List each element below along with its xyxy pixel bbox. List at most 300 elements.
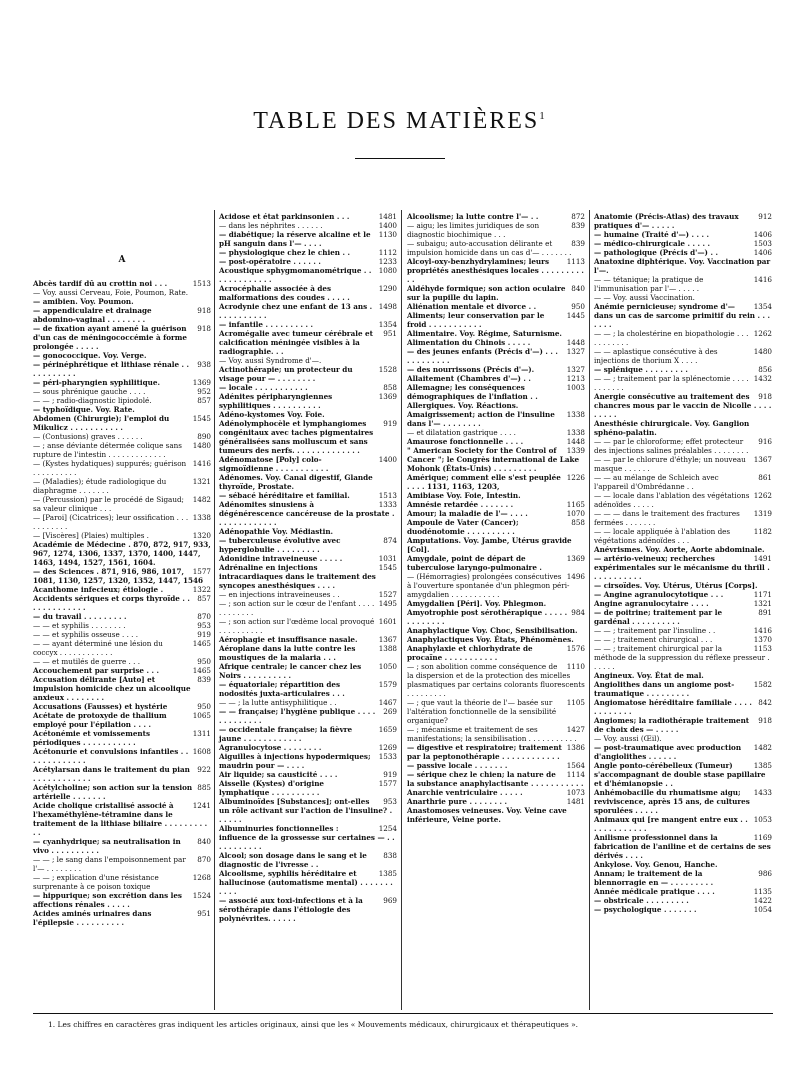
index-entry [33,657,211,666]
entry-text: — humaine (Traité d'—) . . . . [594,230,710,239]
index-column-2 [219,212,397,923]
index-entry [219,410,397,419]
entry-page: 874 [383,536,397,545]
index-entry [33,477,211,495]
entry-page: 1065 [192,711,211,720]
entry-text: Aiguilles à injections hypodermiques; maudrin pour — . . . . [219,752,371,770]
entry-page: 857 [197,396,211,405]
entry-text: — — ; la cholestérine en biopathologie . . . . . . . . . . . [594,329,749,347]
index-entry [33,585,211,594]
index-entry [594,734,772,743]
entry-page: 1416 [192,459,211,468]
index-entry [219,725,397,743]
entry-page: 269 [383,707,397,716]
column-divider [214,210,215,1010]
entry-page: 1496 [566,572,585,581]
entry-text: — en injections intraveineuses . . [219,590,340,599]
index-entry [219,500,397,527]
entry-page: 1448 [566,437,585,446]
entry-page: 840 [571,284,585,293]
entry-text: — (Hémorragies) prolongées consécutives à l'ouverture spontanée d'un phlegmon péri-amygdalien . . . . . . . . . . . [407,572,570,599]
entry-page: 1480 [753,347,772,356]
entry-page: 1135 [753,887,772,896]
entry-page: 1601 [378,617,397,626]
entry-text: Anarchie ventriculaire . . . . . [407,788,523,797]
entry-page: 1338 [192,513,211,522]
entry-page: 1054 [753,905,772,914]
index-entry [407,473,585,491]
entry-text: Aliments; leur conservation par le froid . . . . . . . . . . . [407,311,545,329]
entry-text: — obstricale . . . . . . . . . [594,896,689,905]
entry-page: 1388 [378,644,397,653]
entry-page: 1320 [192,531,211,540]
entry-page: 918 [758,392,772,401]
index-entry [33,567,211,585]
entry-text: Alcoyl-oxy-benzhydrylamines; leurs propriétés anesthésiques locales . . . . . . . . . . . [407,257,584,284]
entry-text: — médico-chirurgicale . . . . . [594,239,711,248]
index-entry [33,459,211,477]
entry-page: 1576 [566,644,585,653]
entry-page: 861 [758,473,772,482]
index-entry [594,293,772,302]
entry-text: — sous phrénique gauche . . . . [33,387,146,396]
index-entry [219,707,397,725]
entry-text: Alcoolisme; la lutte contre l'— . . [407,212,539,221]
entry-page: 1427 [566,725,585,734]
entry-page: 1445 [566,311,585,320]
entry-page: 1433 [753,788,772,797]
entry-page: 950 [197,657,211,666]
entry-text: — ; que vaut la théorie de l'— basée sur l'altération fonctionnelle de la sensibilité organique? [407,698,557,725]
index-entry [219,419,397,455]
entry-text: — des nourrissons (Précis d'—). [407,365,535,374]
entry-text: — du travail . . . . . . . . . [33,612,127,621]
entry-text: — (Maladies); étude radiologique du diaphragme . . . . . . . [33,477,167,495]
entry-text: Amnésie retardée . . . . . . . [407,500,514,509]
entry-page: 952 [197,387,211,396]
index-entry [219,455,397,473]
index-entry [33,531,211,540]
entry-text: Amputations. Voy. Jambe, Utérus gravide [Col]. [407,536,572,554]
entry-text: Anémie pernicieuse; syndrome d'— dans un cas de sarcome primitif du rein . . . . . . . [594,302,771,329]
index-entry [33,540,211,567]
entry-page: 950 [571,302,585,311]
entry-text: Adénomes. Voy. Canal digestif, Glande thyroïde, Prostate. [219,473,373,491]
index-entry [594,302,772,329]
entry-page: 1262 [753,329,772,338]
entry-page: 1422 [753,896,772,905]
entry-page: 1406 [753,230,772,239]
entry-text: — (Percussion) par le procédé de Sigaud; sa valeur clinique . . . [33,495,184,513]
entry-page: 1385 [753,761,772,770]
entry-page: 1321 [753,599,772,608]
entry-text: Angineux. Voy. État de mal. [594,671,704,680]
entry-text: Acétonémie et vomissements périodiques . . . . . . . . . . . [33,729,150,747]
index-entry [219,662,397,680]
index-entry [219,230,397,248]
index-entry [407,437,585,446]
index-entry [33,351,211,360]
index-entry [219,248,397,257]
entry-page: 1327 [566,347,585,356]
entry-page: 1254 [378,824,397,833]
entry-text: Anarthrie pure . . . . . . . . [407,797,508,806]
index-entry [219,635,397,644]
index-entry [33,783,211,801]
footnote: 1. Les chiffres en caractères gras indiquent les articles originaux, ainsi que les « Mouvements médicaux, chirurgicaux et thérapeutiques ». [48,1020,579,1029]
entry-page: 1262 [753,491,772,500]
index-entry [33,297,211,306]
entry-text: Anastomoses veineuses. Voy. Veine cave inférieure, Veine porte. [407,806,567,824]
entry-text: Amaigrissement; action de l'insuline dans l'— . . . . . . . . [407,410,555,428]
index-entry [594,887,772,896]
entry-page: 1241 [192,801,211,810]
entry-page: 1321 [192,477,211,486]
entry-text: — équatoriale; répartition des nodosités juxta-articulaires . . . [219,680,345,698]
entry-page: 1130 [378,230,397,239]
entry-text: — et dilatation gastrique . . . . [407,428,516,437]
entry-text: Acétylarsan dans le traitement du pian . . . . . . . . . . . . [33,765,190,783]
entry-text: — de poitrine; traitement par le gardénal . . . . . . . . . . [594,608,723,626]
index-entry [407,806,585,824]
index-entry [594,239,772,248]
entry-text: — aigu; les limites juridiques de son diagnostic biochimique . . . [407,221,540,239]
entry-text: Accusations (Fausses) et hystérie [33,702,168,711]
index-entry [594,833,772,860]
index-entry [33,747,211,765]
entry-page: 1339 [566,446,585,455]
entry-page: 1564 [566,761,585,770]
index-entry [594,347,772,365]
index-entry [219,590,397,599]
index-entry [594,554,772,581]
index-entry [33,495,211,513]
index-entry [219,491,397,500]
entry-page: 1370 [753,635,772,644]
entry-page: 1577 [378,779,397,788]
entry-text: — amibien. Voy. Poumon. [33,297,134,306]
index-entry [407,761,585,770]
entry-text: — péri-pharyngien syphilitique. [33,378,160,387]
index-entry [33,288,211,297]
entry-page: 1448 [566,338,585,347]
entry-page: 1482 [192,495,211,504]
index-entry [594,599,772,608]
entry-page: 1503 [753,239,772,248]
index-entry [407,536,585,554]
index-entry [407,788,585,797]
entry-page: 1527 [378,590,397,599]
column-divider [401,210,402,1010]
index-entry [33,711,211,729]
entry-text: — psychologique . . . . . . . [594,905,697,914]
entry-page: 870 [197,855,211,864]
entry-text: — appendiculaire et drainage abdomino-vaginal . . . . . . . . [33,306,152,324]
entry-page: 919 [197,630,211,639]
entry-page: 984 [571,608,585,617]
index-entry [594,680,772,698]
index-entry [33,801,211,837]
entry-page: 1533 [378,752,397,761]
entry-page: 838 [383,851,397,860]
index-entry [33,891,211,909]
entry-text: Acides aminés urinaires dans l'épilepsie . . . . . . . . . . [33,909,152,927]
index-entry [33,630,211,639]
index-entry [407,770,585,788]
entry-text: Anatomie (Précis-Atlas) des travaux pratiques d'— . . . . . [594,212,739,230]
index-entry [407,302,585,311]
entry-text: Anévrismes. Voy. Aorte, Aorte abdominale. [594,545,765,554]
entry-text: Adénolymphocèle et lymphangiomes congénitaux avec taches pigmentaires généralisées sans molluscum et sans tumeurs des nerfs. . . . . . . . . . . . . . [219,419,374,455]
entry-page: 1070 [566,509,585,518]
entry-text: Aisselle (Kystes) d'origine lymphatique . . . . . . . . . . [219,779,324,797]
entry-text: Anesthésie chirurgicale. Voy. Ganglion sphéno-palatin. [594,419,750,437]
index-entry [594,509,772,527]
index-entry [33,666,211,675]
index-entry [407,698,585,725]
index-entry [594,815,772,833]
index-entry [407,383,585,401]
entry-text: — — ; traitement par l'insuline . . [594,626,716,635]
index-entry [594,590,772,599]
entry-page: 1481 [566,797,585,806]
entry-text: — passive locale . . . . . . . [407,761,508,770]
entry-text: Anilisme professionnel dans la fabrication de l'aniline et de certains de ses dérivés . . . . [594,833,771,860]
entry-text: — digestive et respiratoire; traitement par la peptonothérapie . . . . . . . . . . . . [407,743,562,761]
entry-text: — pathologique (Précis d'—) . . [594,248,718,257]
entry-page: 1386 [566,743,585,752]
index-entry [594,905,772,914]
entry-page: 922 [197,765,211,774]
entry-text: — (Contusions) graves . . . . . . [33,432,143,441]
entry-page: 986 [758,869,772,878]
index-entry [594,716,772,734]
index-entry [33,441,211,459]
index-entry [407,428,585,437]
entry-page: 1322 [192,585,211,594]
entry-page: 1169 [753,833,772,842]
entry-page: 918 [197,324,211,333]
entry-text: Agranulocytose . . . . . . . . [219,743,322,752]
entry-page: 1608 [192,747,211,756]
entry-text: Accidents sériques et corps thyroïde . . . . . . . . . . . . . [33,594,190,612]
index-entry [407,221,585,239]
entry-text: — diabétique; la réserve alcaline et le pH sanguin dans l'— . . . . [219,230,371,248]
index-entry [219,473,397,491]
entry-text: Animaux qui [re mangent entre eux . . . . . . . . . . . . . [594,815,748,833]
entry-page: 1524 [192,891,211,900]
entry-text: — cirsoïdes. Voy. Utérus, Utérus [Corps]. [594,581,758,590]
entry-text: — — ; la lutte antisyphilitique . . [219,698,337,707]
entry-page: 1545 [192,414,211,423]
index-entry [594,374,772,392]
entry-text: Adénomites sinusiens à dégénérescence cancéreuse de la prostate . . . . . . . . . . . . . [219,500,395,527]
entry-page: 1406 [753,248,772,257]
entry-text: Acanthome infecieux; étiologie . [33,585,164,594]
entry-page: 951 [197,909,211,918]
index-entry [33,675,211,702]
entry-text: — périnéphrétique et lithiase rénale . . . . . . . . . . . [33,360,190,378]
entry-text: — dans les néphrites . . . . . . [219,221,323,230]
entry-text: — — aplastique consécutive à des injections de thorium X . . . . [594,347,718,365]
entry-page: 1290 [378,284,397,293]
entry-text: Adénomatose [Poly] colo-sigmoïdienne . . . . . . . . . . . [219,455,329,473]
entry-page: 953 [197,621,211,630]
entry-text: Accouchement par surprise . . . [33,666,159,675]
title-rule [355,158,445,159]
entry-text: Acrocéphalie associée à des malformations des coudes . . . . . [219,284,350,302]
index-entry [219,392,397,410]
entry-text: — — locale dans l'ablation des végétations adénoïdes . . . . . [594,491,750,509]
entry-text: Angiomatose héréditaire familiale . . . . . . . . . . . . [594,698,752,716]
entry-page: 919 [383,770,397,779]
index-entry [33,306,211,324]
entry-text: — ; son abolition comme conséquence de la dispersion et de la protection des micelles plasmatiques par certains colorants fluorescents . . . . . . . . . [407,662,585,698]
page-title [0,108,800,135]
index-entry [594,527,772,545]
entry-text: — ; son action sur l'œdème local provoqué . . . . . . . . . . [219,617,375,635]
entry-text: — — et syphilis . . . . . . . . [33,621,126,630]
index-entry [594,473,772,491]
index-entry [219,221,397,230]
index-entry [219,797,397,824]
index-entry [219,365,397,383]
entry-text: — — tétanique; la pratique de l'immunisation par l'— . . . . . [594,275,704,293]
index-entry [219,356,397,365]
entry-page: 912 [758,212,772,221]
entry-page: 1481 [378,212,397,221]
index-entry [594,257,772,275]
index-entry [219,869,397,896]
index-entry [219,743,397,752]
index-entry [407,446,585,473]
index-entry [219,680,397,698]
index-entry [407,509,585,518]
index-entry [407,491,585,500]
entry-page: 950 [197,702,211,711]
entry-text: Angiolithes dans un angiome post-traumatique . . . . . . . . . [594,680,735,698]
index-entry [219,896,397,923]
entry-page: 1369 [566,554,585,563]
entry-page: 1050 [378,662,397,671]
entry-page: 885 [197,783,211,792]
index-entry [407,518,585,536]
index-entry [33,387,211,396]
index-entry [33,432,211,441]
index-entry [219,851,397,869]
index-entry [407,635,585,644]
index-entry [219,770,397,779]
entry-text: Anaphylaxie et chlorhydrate de procaïne . . . . . . . . . . . [407,644,533,662]
entry-text: Année médicale pratique . . . . [594,887,715,896]
index-entry [219,599,397,617]
entry-text: Albuminoïdes [Substances]; ont-elles un rôle activant sur l'action de l'insuline? . . . . . . [219,797,393,824]
entry-page: 1513 [192,279,211,288]
index-entry [219,779,397,797]
entry-page: 839 [197,675,211,684]
index-entry [33,360,211,378]
index-entry [407,257,585,284]
entry-text: — de fixation ayant amené la guérison d'un cas de méningococcémie à forme prolongée . . . . . [33,324,187,351]
entry-page: 1003 [566,383,585,392]
entry-page: 1498 [378,302,397,311]
index-entry [594,230,772,239]
index-entry [594,761,772,788]
entry-text: Acétylcholine; son action sur la tension artérielle . . . . . . . [33,783,193,801]
index-entry [219,752,397,770]
entry-text: — [Paroi] (Cicatrices); leur ossification . . . . . . . . . . . [33,513,189,531]
entry-text: " American Society for the Control of Cancer "; le Congrès international de Lake Mohonk (États-Unis) . . . . . . . . . [407,446,580,473]
index-entry [407,626,585,635]
entry-page: 1659 [378,725,397,734]
entry-text: — — locale appliquée à l'ablation des végétations adénoïdes . . . [594,527,731,545]
entry-page: 1367 [378,635,397,644]
entry-page: 1080 [378,266,397,275]
index-entry [594,869,772,887]
entry-text: Air liquide; sa causticité . . . . [219,770,338,779]
entry-text: Anaphylactiques Voy. États, Phénomènes. [407,635,574,644]
entry-page: 1053 [753,815,772,824]
index-entry [219,536,397,554]
entry-page: 1113 [566,257,585,266]
index-entry [594,608,772,626]
entry-page: 1114 [566,770,585,779]
entry-text: — gonococcique. Voy. Verge. [33,351,147,360]
entry-page: 1338 [566,428,585,437]
entry-text: — splénique . . . . . . . . . [594,365,688,374]
entry-text: Alcoolisme, syphilis héréditaire et hallucinose (automatisme mental) . . . . . . . . . . . [219,869,393,896]
entry-page: 1112 [378,248,397,257]
index-entry [407,743,585,761]
entry-text: Amibiase Voy. Foie, Intestin. [407,491,521,500]
entry-text: — des jeunes enfants (Précis d'—) . . . . . . . . . . . . [407,347,558,365]
entry-text: Adénites péripharyngiennes syphilitiques . . . . . . . . . . [219,392,333,410]
entry-text: Angle ponto-cérébelleux (Tumeur) s'accompagnant de double stase papillaire et d'hémianopsie . . [594,761,766,788]
entry-page: 1182 [753,527,772,536]
entry-text: — hippurique; son excrétion dans les affections rénales . . . . . [33,891,182,909]
entry-page: 856 [758,365,772,374]
entry-text: — — ; traitement chirurgical par la méthode de la suppression du réflexe presseur . . . . . . [594,644,770,671]
entry-page: 1367 [753,455,772,464]
index-entry [33,855,211,873]
entry-page: 858 [571,518,585,527]
index-entry [407,725,585,743]
entry-text: Amaurose fonctionnelle . . . . [407,437,524,446]
entry-page: 938 [197,360,211,369]
entry-text: Aérophagie et insuffisance nasale. [219,635,358,644]
entry-page: 1400 [378,455,397,464]
index-entry [407,644,585,662]
index-entry [407,347,585,365]
entry-page: 1153 [753,644,772,653]
entry-text: — occidentale française; la fièvre jaune . . . . . . . . . . . . [219,725,353,743]
entry-text: — — au mélange de Schleich avec l'appareil d'Ombrédanne . . [594,473,719,491]
index-entry [594,455,772,473]
entry-page: 1369 [378,392,397,401]
index-entry [33,765,211,783]
entry-page: 951 [383,329,397,338]
index-column-1 [33,256,211,927]
index-entry [219,554,397,563]
index-entry [594,437,772,455]
index-entry [407,410,585,428]
entry-page: 839 [571,221,585,230]
index-entry [594,419,772,437]
entry-text: — post-traumatique avec production d'angiolithes . . . . . . [594,743,742,761]
entry-text: — (Kystes hydatiques) suppurés; guérison . . . . . . . . . . [33,459,187,477]
index-entry [33,729,211,747]
index-entry [33,639,211,657]
